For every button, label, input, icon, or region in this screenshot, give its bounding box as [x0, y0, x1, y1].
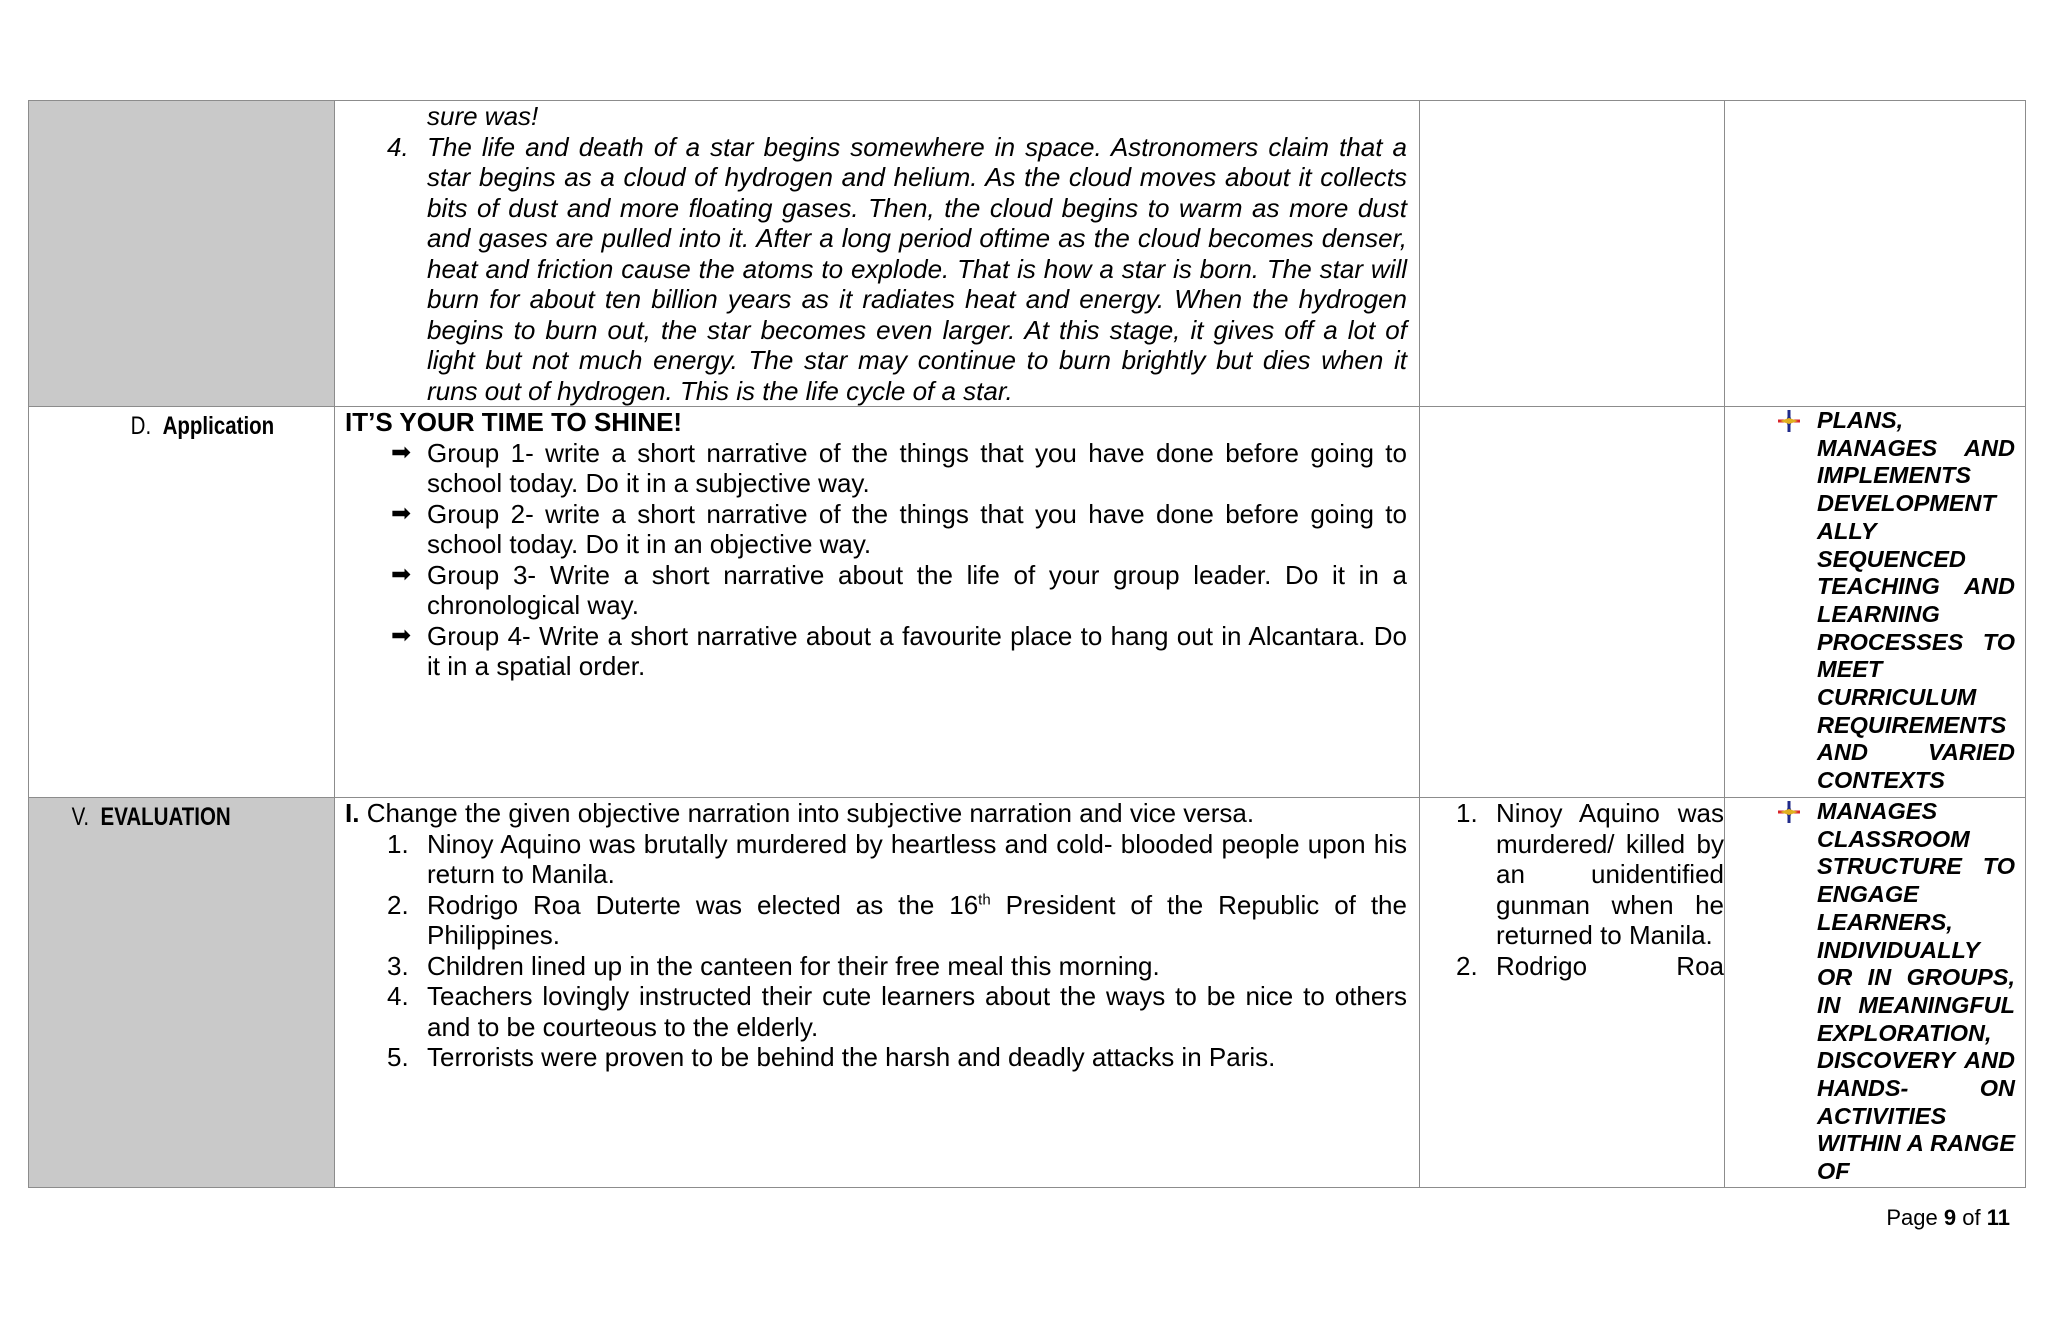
- list-text: Rodrigo Roa: [1496, 950, 1724, 981]
- arrow-bullet-icon: ➡: [391, 499, 412, 527]
- section-label-text: EVALUATION: [100, 803, 231, 831]
- page-total: 11: [1986, 1205, 2010, 1230]
- group-task-list: [345, 438, 1407, 682]
- list-number: 2.: [387, 889, 409, 920]
- ordinal-suffix: th: [978, 890, 991, 908]
- lesson-plan-table: [28, 100, 2026, 1188]
- list-item: [345, 890, 1407, 951]
- section-label: [29, 407, 279, 442]
- list-text: Terrorists were proven to be behind the harsh and deadly attacks in Paris.: [427, 1042, 1276, 1072]
- page-current: 9: [1943, 1205, 1957, 1230]
- list-item: [345, 132, 1407, 407]
- section-label-cell: [29, 798, 335, 1188]
- list-item: [345, 621, 1407, 682]
- section-label-text: Application: [162, 412, 275, 440]
- indicator-text: PLANS, MANAGES AND IMPLEMENTS DEVELOPMENT ALLY SEQUENCED TEACHING AND LEARNING PROCESSES TO MEET CURRICULUM REQUIREMENTS AND VARIED CONTEXTS: [1817, 407, 2015, 794]
- list-item: [345, 981, 1407, 1042]
- continuation-text: sure was!: [427, 101, 539, 131]
- list-item: [1420, 951, 1724, 982]
- arrow-bullet-icon: ➡: [391, 621, 412, 649]
- indicator-text: MANAGES CLASSROOM STRUCTURE TO ENGAGE LEARNERS, INDIVIDUALLY OR IN GROUPS, IN MEANINGFUL EXPLORATION, DISCOVERY AND HANDS- ON ACTIVITIES WITHIN A RANGE OF: [1817, 798, 2015, 1185]
- instruction-number: I.: [345, 798, 360, 828]
- table-row: [29, 407, 2026, 798]
- paragraph-list: [345, 132, 1407, 407]
- empty-cell: [1725, 101, 2026, 407]
- list-item: [345, 829, 1407, 890]
- list-text: Group 3- Write a short narrative about the life of your group leader. Do it in a chronological way.: [427, 559, 1407, 620]
- content-cell: [335, 798, 1420, 1188]
- list-item: [345, 499, 1407, 560]
- answer-key-list: [1420, 798, 1724, 981]
- activity-heading: IT’S YOUR TIME TO SHINE!: [345, 407, 683, 437]
- list-item: [345, 1042, 1407, 1073]
- indicator-cell: [1725, 798, 2026, 1188]
- star-bullet-icon: [1777, 409, 1801, 433]
- table-row: [29, 101, 2026, 407]
- table-row: [29, 798, 2026, 1188]
- page-number: [1886, 1205, 2010, 1231]
- list-number: 1.: [387, 828, 409, 859]
- indicator-text-block: [1725, 798, 2025, 1186]
- list-text: Group 2- write a short narrative of the things that you have done before going to school today. Do it in an objective way.: [427, 498, 1407, 559]
- content-cell: [335, 407, 1420, 798]
- list-number: 4.: [387, 981, 409, 1011]
- instruction-text: Change the given objective narration into subjective narration and vice versa.: [366, 798, 1255, 828]
- list-text: Group 4- Write a short narrative about a favourite place to hang out in Alcantara. Do it in a spatial order.: [427, 620, 1407, 681]
- arrow-bullet-icon: ➡: [391, 560, 412, 588]
- page-of: of: [1962, 1205, 1981, 1230]
- list-item: [345, 951, 1407, 982]
- list-item: [345, 560, 1407, 621]
- list-text: Ninoy Aquino was murdered/ killed by an unidentified gunman when he returned to Manila.: [1496, 798, 1724, 950]
- indicator-text-block: [1725, 407, 2025, 795]
- evaluation-instruction: [345, 798, 1407, 829]
- content-cell: [335, 101, 1420, 407]
- list-text-pre: Rodrigo Roa Duterte was elected as the 16: [427, 889, 979, 920]
- section-label: [29, 798, 279, 833]
- indicator-cell: [1725, 407, 2026, 798]
- list-text: Children lined up in the canteen for their free meal this morning.: [427, 950, 1160, 981]
- list-text: The life and death of a star begins somewhere in space. Astronomers claim that a star begins as a cloud of hydrogen and helium. As the cloud moves about it collects bits of dust and more floating gases. Then, the cloud begins to warm as more dust and gases are pulled into it. After a long period oftime as the cloud becomes denser, heat and friction cause the atoms to explode. That is how a star is born. The star will burn for about ten billion years as it radiates heat and energy. When the hydrogen begins to burn out, the star becomes even larger. At this stage, it gives off a lot of light but not much energy. The star may continue to burn brightly but dies when it runs out of hydrogen. This is the life cycle of a star.: [427, 131, 1407, 406]
- section-label-number: V.: [71, 803, 90, 831]
- list-text: Teachers lovingly instructed their cute learners about the ways to be nice to others and to be courteous to the elderly.: [427, 981, 1407, 1042]
- list-number: 1.: [1456, 798, 1478, 828]
- list-text: Ninoy Aquino was brutally murdered by heartless and cold- blooded people upon his return to Manila.: [427, 828, 1407, 889]
- evaluation-item-list: [345, 829, 1407, 1073]
- list-number: 2.: [1456, 950, 1478, 981]
- empty-cell: [1420, 101, 1725, 407]
- list-number: 5.: [387, 1042, 409, 1072]
- list-item: [1420, 798, 1724, 951]
- list-number: 3.: [387, 950, 409, 981]
- answer-key-cell: [1420, 798, 1725, 1188]
- section-label-cell: [29, 407, 335, 798]
- list-text-post: President of the Republic of the Philippines.: [427, 889, 1407, 950]
- page-prefix: Page: [1886, 1205, 1938, 1230]
- empty-cell: [1420, 407, 1725, 798]
- star-bullet-icon: [1777, 800, 1801, 824]
- list-number: 4.: [387, 131, 409, 162]
- section-label-cell: [29, 101, 335, 407]
- list-text: Group 1- write a short narrative of the things that you have done before going to school today. Do it in a subjective way.: [427, 437, 1407, 498]
- list-item: [345, 438, 1407, 499]
- section-label-number: D.: [130, 412, 152, 440]
- arrow-bullet-icon: ➡: [391, 438, 412, 466]
